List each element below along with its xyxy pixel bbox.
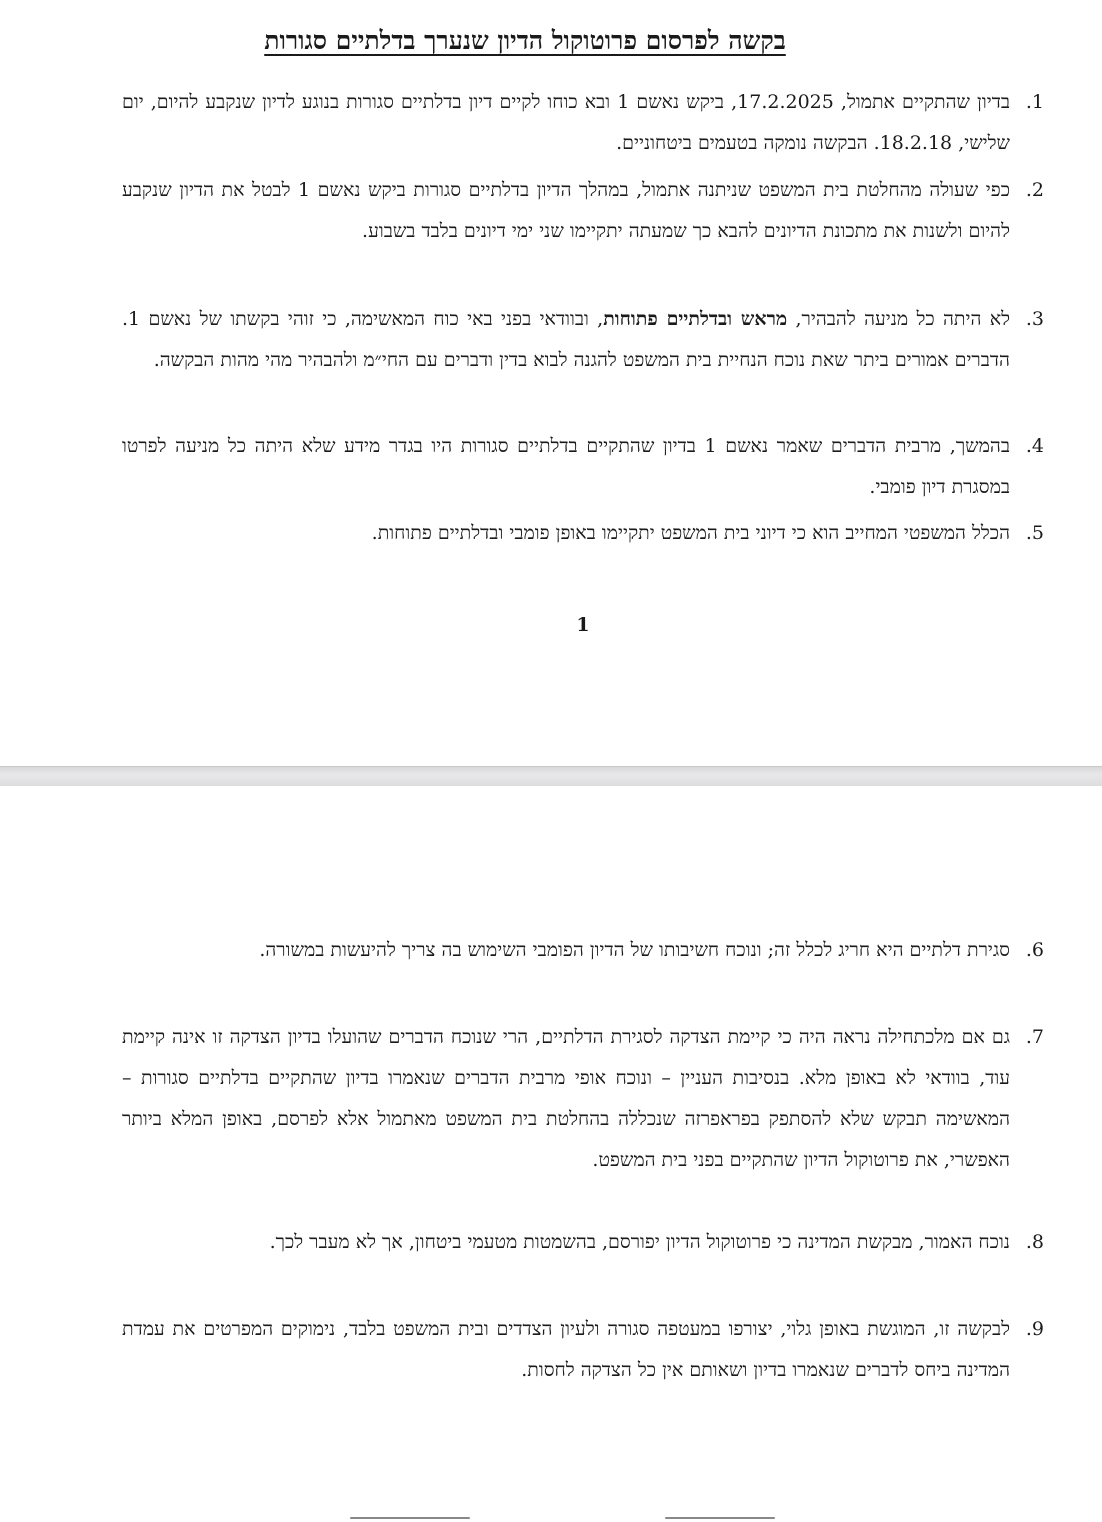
paragraph-number: 1. — [1025, 91, 1044, 113]
paragraph-text: כפי שעולה מהחלטת בית המשפט שניתנה אתמול, במהלך הדיון בדלתיים סגורות ביקש נאשם 1 לבטל את הדיון שנקבע להיום ולשנות את מתכונת הדיונים להבא כך שמעתה יתקיימו שני ימי דיונים בלבד בשבוע. — [122, 179, 1010, 242]
page-separator — [0, 766, 1102, 788]
paragraph-number: 5. — [1025, 522, 1044, 544]
paragraph-2 — [122, 170, 1044, 252]
paragraph-8 — [122, 1222, 1044, 1263]
paragraph-text: סגירת דלתיים היא חריג לכלל זה; ונוכח חשיבותו של הדיון הפומבי השימוש בה צריך להיעשות במשורה. — [259, 939, 1010, 961]
paragraph-text-emphasis: מראש ובדלתיים פתוחות — [603, 308, 788, 330]
paragraph-text: בהמשך, מרבית הדברים שאמר נאשם 1 בדיון שהתקיים בדלתיים סגורות היו בגדר מידע שלא היתה כל מניעה לפרטו במסגרת דיון פומבי. — [122, 435, 1010, 498]
paragraph-number: 7. — [1025, 1026, 1044, 1048]
paragraph-text: בדיון שהתקיים אתמול, 17.2.2025, ביקש נאשם 1 ובא כוחו לקיים דיון בדלתיים סגורות בנוגע לדיון שנקבע להיום, יום שלישי, 18.2.18. הבקשה נומקה בטעמים ביטחוניים. — [122, 91, 1010, 154]
paragraph-number: 6. — [1025, 939, 1044, 961]
document-title: בקשה לפרסום פרוטוקול הדיון שנערך בדלתיים סגורות — [264, 26, 786, 55]
document-page-2 — [0, 786, 1102, 1521]
paragraph-text: גם אם מלכתחילה נראה היה כי קיימת הצדקה לסגירת הדלתיים, הרי שנוכח הדברים שהועלו בדיון הצדקה זו אינה קיימת עוד, בוודאי לא באופן מלא. בנסיבות העניין – ונוכח אופי מרבית הדברים שנאמרו בדיון שהתקיים בדלתיים סגורות – המאשימה תבקש שלא להסתפק בפראפרזה שנכללה בהחלטת בית המשפט מאתמול אלא לפרסם, באופן המלא ביותר האפשרי, את פרוטוקול הדיון שהתקיים בפני בית המשפט. — [122, 1026, 1010, 1171]
paragraph-text: נוכח האמור, מבקשת המדינה כי פרוטוקול הדיון יפורסם, בהשמטות מטעמי ביטחון, אך לא מעבר לכך. — [269, 1231, 1010, 1253]
paragraph-number: 4. — [1025, 435, 1044, 457]
paragraph-3 — [122, 299, 1044, 381]
paragraph-number: 9. — [1025, 1318, 1044, 1340]
paragraph-text — [122, 299, 1010, 381]
paragraph-number: 8. — [1025, 1231, 1044, 1253]
paragraph-5 — [122, 513, 1044, 554]
paragraph-text: הכלל המשפטי המחייב הוא כי דיוני בית המשפט יתקיימו באופן פומבי ובדלתיים פתוחות. — [371, 522, 1010, 544]
paragraph-number: 3. — [1025, 308, 1044, 330]
paragraph-text: לבקשה זו, המוגשת באופן גלוי, יצורפו במעטפה סגורה ולעיון הצדדים ובית המשפט בלבד, נימוקים המפרטים את עמדת המדינה ביחס לדברים שנאמרו בדיון ושאותם אין כל הצדקה לחסות. — [122, 1318, 1010, 1381]
paragraph-text-end: , ובוודאי בפני באי כוח המאשימה, כי זוהי בקשתו של נאשם 1. הדברים אמורים ביתר שאת נוכח הנחיית בית המשפט להגנה לבוא בדין ודברים עם החי״מ ולהבהיר מהי מהות הבקשה. — [122, 308, 1010, 371]
paragraph-7 — [122, 1017, 1044, 1181]
paragraph-number: 2. — [1025, 179, 1044, 201]
page-number: 1 — [576, 614, 590, 636]
paragraph-1 — [122, 82, 1044, 164]
paragraph-6 — [122, 930, 1044, 971]
paragraph-9 — [122, 1309, 1044, 1391]
paragraph-4 — [122, 426, 1044, 508]
paragraph-text-start: לא היתה כל מניעה להבהיר, — [787, 308, 1011, 330]
